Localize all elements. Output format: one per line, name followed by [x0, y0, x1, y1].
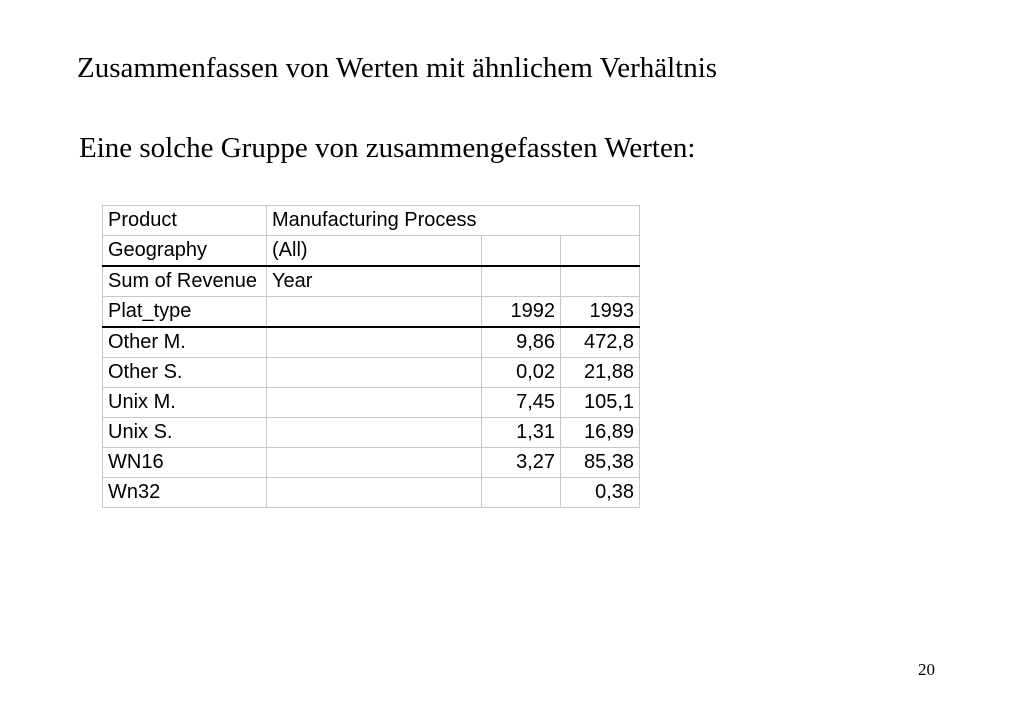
value-1992: 3,27: [482, 448, 561, 478]
platform-label: Unix S.: [103, 418, 267, 448]
platform-label: Other M.: [103, 327, 267, 358]
empty-cell: [267, 388, 482, 418]
pivot-page-row-product: [103, 206, 640, 236]
value-1992: 9,86: [482, 327, 561, 358]
value-1992: 7,45: [482, 388, 561, 418]
empty-cell: [267, 358, 482, 388]
table-row: [103, 448, 640, 478]
row-field-label: Plat_type: [103, 297, 267, 328]
table-row: [103, 388, 640, 418]
empty-cell: [267, 297, 482, 328]
empty-cell: [267, 327, 482, 358]
table-row: [103, 418, 640, 448]
platform-label: WN16: [103, 448, 267, 478]
value-1992: 1,31: [482, 418, 561, 448]
empty-cell: [482, 236, 561, 267]
empty-cell: [482, 206, 561, 236]
pivot-table: [102, 205, 640, 508]
empty-cell: [267, 448, 482, 478]
empty-cell: [561, 266, 640, 297]
pivot-measure-row: [103, 266, 640, 297]
value-1992: [482, 478, 561, 508]
table-row: [103, 478, 640, 508]
value-1993: 472,8: [561, 327, 640, 358]
slide-title: Zusammenfassen von Werten mit ähnlichem Verhältnis: [77, 52, 718, 84]
value-1993: 105,1: [561, 388, 640, 418]
value-1993: 0,38: [561, 478, 640, 508]
value-1993: 21,88: [561, 358, 640, 388]
value-1992: 0,02: [482, 358, 561, 388]
geography-label: Geography: [103, 236, 267, 267]
table-row: [103, 327, 640, 358]
geography-value: (All): [267, 236, 482, 267]
table-row: [103, 358, 640, 388]
empty-cell: [267, 478, 482, 508]
product-label: Product: [103, 206, 267, 236]
value-1993: 16,89: [561, 418, 640, 448]
measure-label: Sum of Revenue: [103, 266, 267, 297]
product-value: Manufacturing Process: [267, 206, 482, 236]
platform-label: Wn32: [103, 478, 267, 508]
pivot-header-row: [103, 297, 640, 328]
page-number: 20: [918, 660, 935, 679]
empty-cell: [561, 206, 640, 236]
year-header-1993: 1993: [561, 297, 640, 328]
empty-cell: [267, 418, 482, 448]
value-1993: 85,38: [561, 448, 640, 478]
year-header-1992: 1992: [482, 297, 561, 328]
slide-subtitle: Eine solche Gruppe von zusammengefassten Werten:: [79, 132, 696, 164]
empty-cell: [482, 266, 561, 297]
platform-label: Unix M.: [103, 388, 267, 418]
column-field-label: Year: [267, 266, 482, 297]
platform-label: Other S.: [103, 358, 267, 388]
empty-cell: [561, 236, 640, 267]
pivot-page-row-geography: [103, 236, 640, 267]
